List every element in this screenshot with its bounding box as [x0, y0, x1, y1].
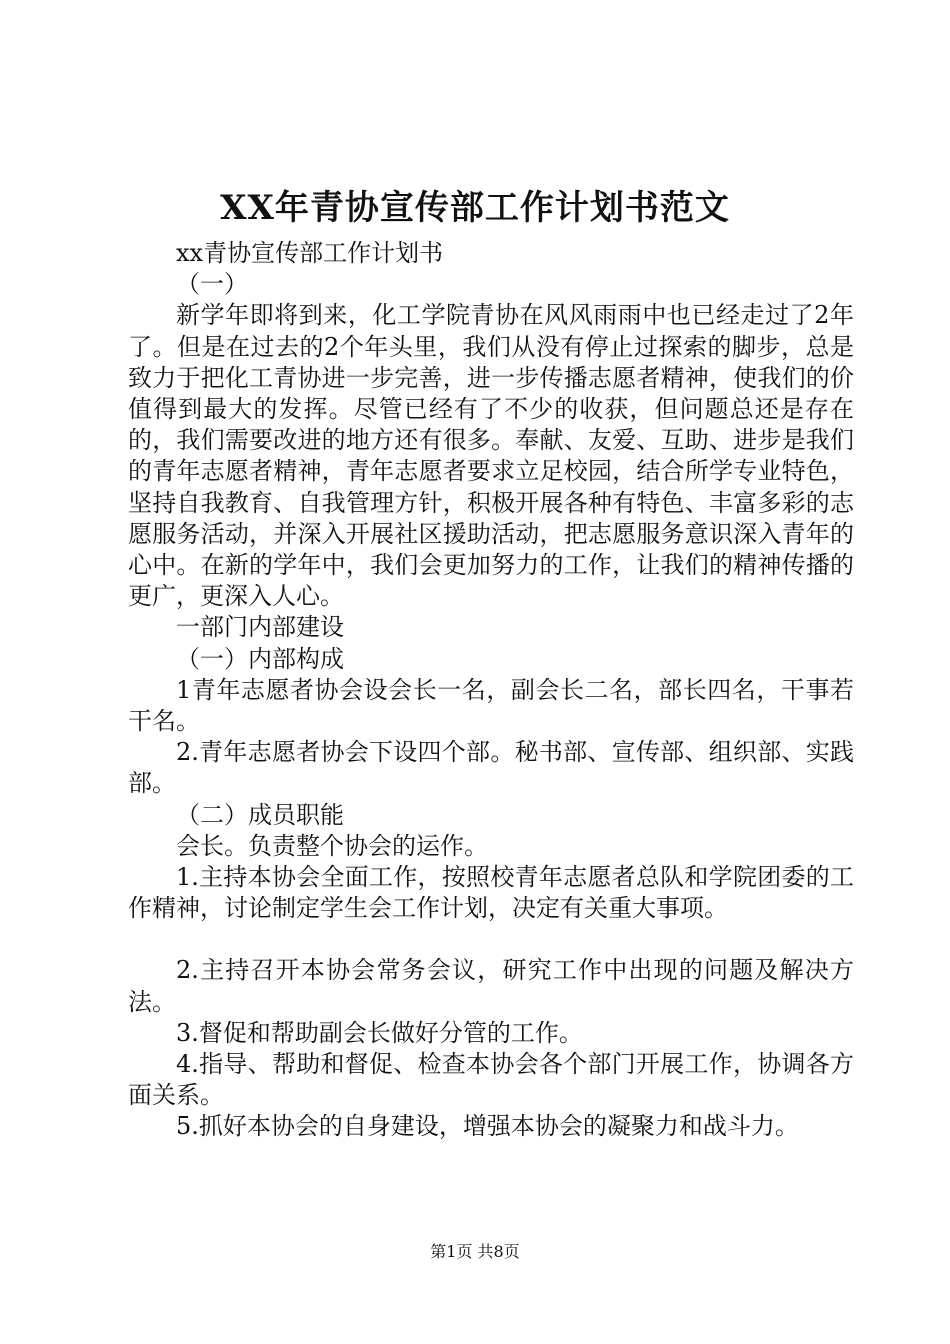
document-title: XX年青协宣传部工作计划书范文: [220, 188, 730, 228]
subsection-heading-paragraph: （二）成员职能: [176, 800, 344, 829]
section-heading-paragraph: 一部门内部建设: [176, 613, 344, 642]
list-item-paragraph: 2.主持召开本协会常务会议，研究工作中出现的问题及解决方法。: [128, 956, 854, 1016]
list-item-paragraph: 1.主持本协会全面工作，按照校青年志愿者总队和学院团委的工作精神，讨论制定学生会工作计划，决定有关重大事项。: [128, 863, 854, 923]
subsection-heading-paragraph: （一）内部构成: [176, 644, 344, 673]
list-item-paragraph: 5.抓好本协会的自身建设，增强本协会的凝聚力和战斗力。: [176, 1112, 799, 1141]
section-marker-paragraph: （一）: [176, 270, 248, 299]
paragraph-spacer: [128, 924, 854, 955]
list-item-paragraph: 1青年志愿者协会设会长一名，副会长二名，部长四名，干事若干名。: [128, 675, 854, 736]
role-heading-paragraph: 会长。负责整个协会的运作。: [176, 831, 488, 860]
list-item-paragraph: 3.督促和帮助副会长做好分管的工作。: [176, 1018, 583, 1047]
list-item-paragraph: 2.青年志愿者协会下设四个部。秘书部、宣传部、组织部、实践部。: [128, 738, 854, 798]
document-body: [128, 238, 854, 1143]
subtitle-paragraph: xx青协宣传部工作计划书: [176, 239, 444, 267]
page-footer: 第1页 共8页: [430, 1242, 520, 1261]
list-item-paragraph: 4.指导、帮助和督促、检查本协会各个部门开展工作，协调各方面关系。: [128, 1050, 854, 1110]
intro-paragraph: 新学年即将到来，化工学院青协在风风雨雨中也已经走过了2年了。但是在过去的2个年头里，我们从没有停止过探索的脚步，总是致力于把化工青协进一步完善，进一步传播志愿者精神，使我们的价值得到最大的发挥。尽管已经有了不少的收获，但问题总还是存在的，我们需要改进的地方还有很多。奉献、友爱、互助、进步是我们的青年志愿者精神，青年志愿者要求立足校园，结合所学专业特色，坚持自我教育、自我管理方针，积极开展各种有特色、丰富多彩的志愿服务活动，并深入开展社区援助活动，把志愿服务意识深入青年的心中。在新的学年中，我们会更加努力的工作，让我们的精神传播的更广，更深入人心。: [128, 301, 854, 611]
